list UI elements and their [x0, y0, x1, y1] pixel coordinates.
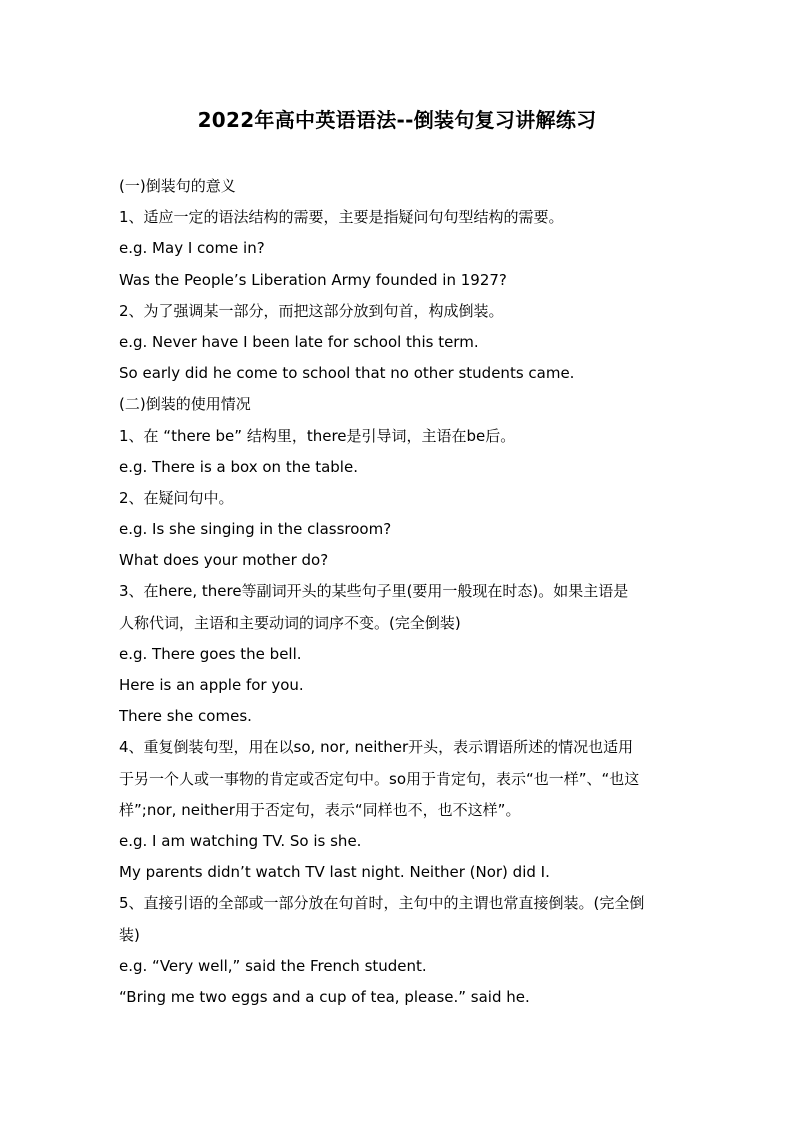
text-line: 2、在疑问句中。 — [119, 488, 234, 507]
text-line: e.g. Never have I been late for school this term. — [119, 332, 479, 351]
text-line: What does your mother do? — [119, 551, 329, 570]
text-line: 1、适应一定的语法结构的需要，主要是指疑问句句型结构的需要。 — [119, 208, 564, 227]
text-line: 3、在here, there等副词开头的某些句子里(要用一般现在时态)。如果主语是 — [119, 582, 629, 601]
text-line: 5、直接引语的全部或一部分放在句首时，主句中的主谓也常直接倒装。(完全倒 — [119, 894, 645, 913]
text-line: e.g. There goes the bell. — [119, 644, 302, 663]
text-line: Was the People’s Liberation Army founded in 1927? — [119, 270, 507, 289]
text-line: “Bring me two eggs and a cup of tea, please.” said he. — [119, 987, 530, 1006]
text-line: 装) — [119, 925, 140, 944]
text-line: e.g. “Very well,” said the French student. — [119, 956, 427, 975]
text-line: 1、在 “there be” 结构里，there是引导词，主语在be后。 — [119, 426, 516, 445]
text-line: (二)倒装的使用情况 — [119, 395, 251, 414]
text-line: 人称代词，主语和主要动词的词序不变。(完全倒装) — [119, 613, 461, 632]
text-line: There she comes. — [119, 707, 252, 726]
text-line: e.g. May I come in? — [119, 239, 265, 258]
text-line: 样”;nor, neither用于否定句，表示“同样也不，也不这样”。 — [119, 800, 521, 819]
text-line: So early did he come to school that no other students came. — [119, 364, 575, 383]
text-line: 4、重复倒装句型，用在以so, nor, neither开头，表示谓语所述的情况也适用 — [119, 738, 634, 757]
text-line: My parents didn’t watch TV last night. Neither (Nor) did I. — [119, 863, 550, 882]
text-line: e.g. There is a box on the table. — [119, 457, 358, 476]
text-line: (一)倒装句的意义 — [119, 177, 236, 195]
text-line: e.g. Is she singing in the classroom? — [119, 520, 392, 539]
text-line: 于另一个人或一事物的肯定或否定句中。so用于肯定句，表示“也一样”、“也这 — [119, 769, 640, 788]
text-line: e.g. I am watching TV. So is she. — [119, 831, 362, 850]
document-body — [119, 171, 684, 1013]
text-line: 2、为了强调某一部分，而把这部分放到句首，构成倒装。 — [119, 301, 504, 320]
text-line: Here is an apple for you. — [119, 676, 304, 694]
document-title: 2022年高中英语语法--倒装句复习讲解练习 — [197, 108, 597, 132]
